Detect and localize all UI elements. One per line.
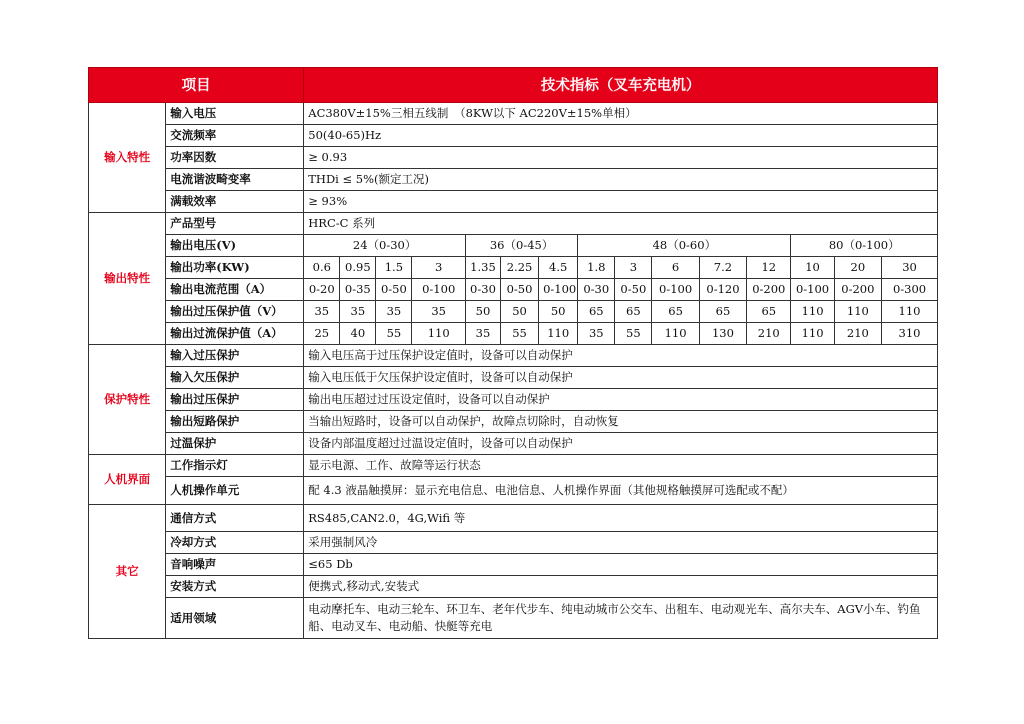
current-cell: 0-50 (500, 279, 538, 301)
param-label: 输出短路保护 (166, 411, 304, 433)
ovp-row (89, 301, 938, 323)
ovp-cell: 35 (304, 301, 340, 323)
power-cell: 1.8 (578, 257, 615, 279)
power-cell: 10 (791, 257, 834, 279)
param-value: 设备内部温度超过过温设定值时，设备可以自动保护 (304, 433, 938, 455)
current-cell: 0-200 (834, 279, 881, 301)
current-cell: 0-100 (652, 279, 699, 301)
ovp-cell: 50 (465, 301, 500, 323)
ocp-cell: 55 (615, 323, 652, 345)
current-cell: 0-200 (747, 279, 791, 301)
ocp-cell: 110 (791, 323, 834, 345)
category-input: 输入特性 (89, 103, 166, 213)
ovp-cell: 35 (412, 301, 466, 323)
param-label: 输出过压保护 (166, 389, 304, 411)
power-cell: 12 (747, 257, 791, 279)
param-value: ≤65 Db (304, 554, 938, 576)
ovp-cell: 65 (699, 301, 746, 323)
param-label: 输出功率(KW) (166, 257, 304, 279)
param-label: 输入电压 (166, 103, 304, 125)
power-cell: 20 (834, 257, 881, 279)
category-output: 输出特性 (89, 213, 166, 345)
param-label: 过温保护 (166, 433, 304, 455)
ocp-cell: 210 (834, 323, 881, 345)
current-cell: 0-120 (699, 279, 746, 301)
param-value: AC380V±15%三相五线制 （8KW以下 AC220V±15%单相） (304, 103, 938, 125)
ovp-cell: 65 (578, 301, 615, 323)
ovp-cell: 35 (340, 301, 376, 323)
power-cell: 4.5 (539, 257, 578, 279)
param-value: 配 4.3 液晶触摸屏：显示充电信息、电池信息、人机操作界面（其他规格触摸屏可选配或不配） (304, 477, 938, 505)
param-value: ≥ 0.93 (304, 147, 938, 169)
param-value: 显示电源、工作、故障等运行状态 (304, 455, 938, 477)
param-label: 人机操作单元 (166, 477, 304, 505)
header-item: 项目 (89, 68, 304, 103)
power-cell: 30 (882, 257, 938, 279)
param-value: 采用强制风冷 (304, 532, 938, 554)
param-value: RS485,CAN2.0，4G,Wifi 等 (304, 505, 938, 532)
param-label: 功率因数 (166, 147, 304, 169)
voltage-group: 24（0-30） (304, 235, 466, 257)
param-value: 50(40-65)Hz (304, 125, 938, 147)
header-spec: 技术指标（叉车充电机） (304, 68, 938, 103)
ovp-cell: 65 (615, 301, 652, 323)
current-cell: 0-50 (376, 279, 412, 301)
ovp-cell: 65 (747, 301, 791, 323)
param-label: 安装方式 (166, 576, 304, 598)
voltage-group: 36（0-45） (465, 235, 577, 257)
param-label: 输入欠压保护 (166, 367, 304, 389)
ocp-cell: 25 (304, 323, 340, 345)
power-cell: 0.95 (340, 257, 376, 279)
ovp-cell: 110 (791, 301, 834, 323)
param-label: 通信方式 (166, 505, 304, 532)
param-label: 工作指示灯 (166, 455, 304, 477)
param-label: 冷却方式 (166, 532, 304, 554)
ocp-cell: 35 (465, 323, 500, 345)
param-label: 电流谐波畸变率 (166, 169, 304, 191)
ovp-cell: 65 (652, 301, 699, 323)
param-value: 电动摩托车、电动三轮车、环卫车、老年代步车、纯电动城市公交车、出租车、电动观光车、高尔夫车、AGV小车、钓鱼船、电动叉车、电动船、快艇等充电 (304, 598, 938, 639)
ocp-row (89, 323, 938, 345)
header-row (89, 68, 938, 103)
power-cell: 6 (652, 257, 699, 279)
category-protection: 保护特性 (89, 345, 166, 455)
param-value: ≥ 93% (304, 191, 938, 213)
power-cell: 0.6 (304, 257, 340, 279)
category-hmi: 人机界面 (89, 455, 166, 505)
power-cell: 2.25 (500, 257, 538, 279)
param-value: 输出电压超过过压设定值时，设备可以自动保护 (304, 389, 938, 411)
power-cell: 3 (412, 257, 466, 279)
ocp-cell: 40 (340, 323, 376, 345)
ovp-cell: 35 (376, 301, 412, 323)
power-row (89, 257, 938, 279)
category-other: 其它 (89, 505, 166, 639)
param-label: 输出电压(V) (166, 235, 304, 257)
current-cell: 0-35 (340, 279, 376, 301)
param-label: 满载效率 (166, 191, 304, 213)
param-label: 适用领域 (166, 598, 304, 639)
power-cell: 7.2 (699, 257, 746, 279)
param-value: 输入电压低于欠压保护设定值时，设备可以自动保护 (304, 367, 938, 389)
param-value: 输入电压高于过压保护设定值时，设备可以自动保护 (304, 345, 938, 367)
voltage-group: 80（0-100） (791, 235, 938, 257)
param-label: 产品型号 (166, 213, 304, 235)
ocp-cell: 110 (652, 323, 699, 345)
param-label: 输入过压保护 (166, 345, 304, 367)
ovp-cell: 110 (834, 301, 881, 323)
param-value: 便携式,移动式,安装式 (304, 576, 938, 598)
voltage-group: 48（0-60） (578, 235, 791, 257)
ocp-cell: 110 (539, 323, 578, 345)
param-value: 当输出短路时，设备可以自动保护，故障点切除时，自动恢复 (304, 411, 938, 433)
power-cell: 1.35 (465, 257, 500, 279)
current-cell: 0-50 (615, 279, 652, 301)
param-value: HRC-C 系列 (304, 213, 938, 235)
ovp-cell: 110 (882, 301, 938, 323)
power-cell: 1.5 (376, 257, 412, 279)
spec-table (88, 67, 938, 639)
current-cell: 0-300 (882, 279, 938, 301)
ocp-cell: 35 (578, 323, 615, 345)
ocp-cell: 55 (500, 323, 538, 345)
ocp-cell: 55 (376, 323, 412, 345)
param-label: 音响噪声 (166, 554, 304, 576)
param-label: 输出过压保护值（V） (166, 301, 304, 323)
current-cell: 0-100 (539, 279, 578, 301)
ocp-cell: 210 (747, 323, 791, 345)
current-row (89, 279, 938, 301)
current-cell: 0-100 (412, 279, 466, 301)
current-cell: 0-20 (304, 279, 340, 301)
ocp-cell: 310 (882, 323, 938, 345)
ocp-cell: 130 (699, 323, 746, 345)
ovp-cell: 50 (500, 301, 538, 323)
param-label: 交流频率 (166, 125, 304, 147)
param-label: 输出过流保护值（A） (166, 323, 304, 345)
current-cell: 0-30 (465, 279, 500, 301)
ocp-cell: 110 (412, 323, 466, 345)
current-cell: 0-100 (791, 279, 834, 301)
param-label: 输出电流范围（A） (166, 279, 304, 301)
ovp-cell: 50 (539, 301, 578, 323)
power-cell: 3 (615, 257, 652, 279)
param-value: THDi ≤ 5%(额定工况) (304, 169, 938, 191)
current-cell: 0-30 (578, 279, 615, 301)
